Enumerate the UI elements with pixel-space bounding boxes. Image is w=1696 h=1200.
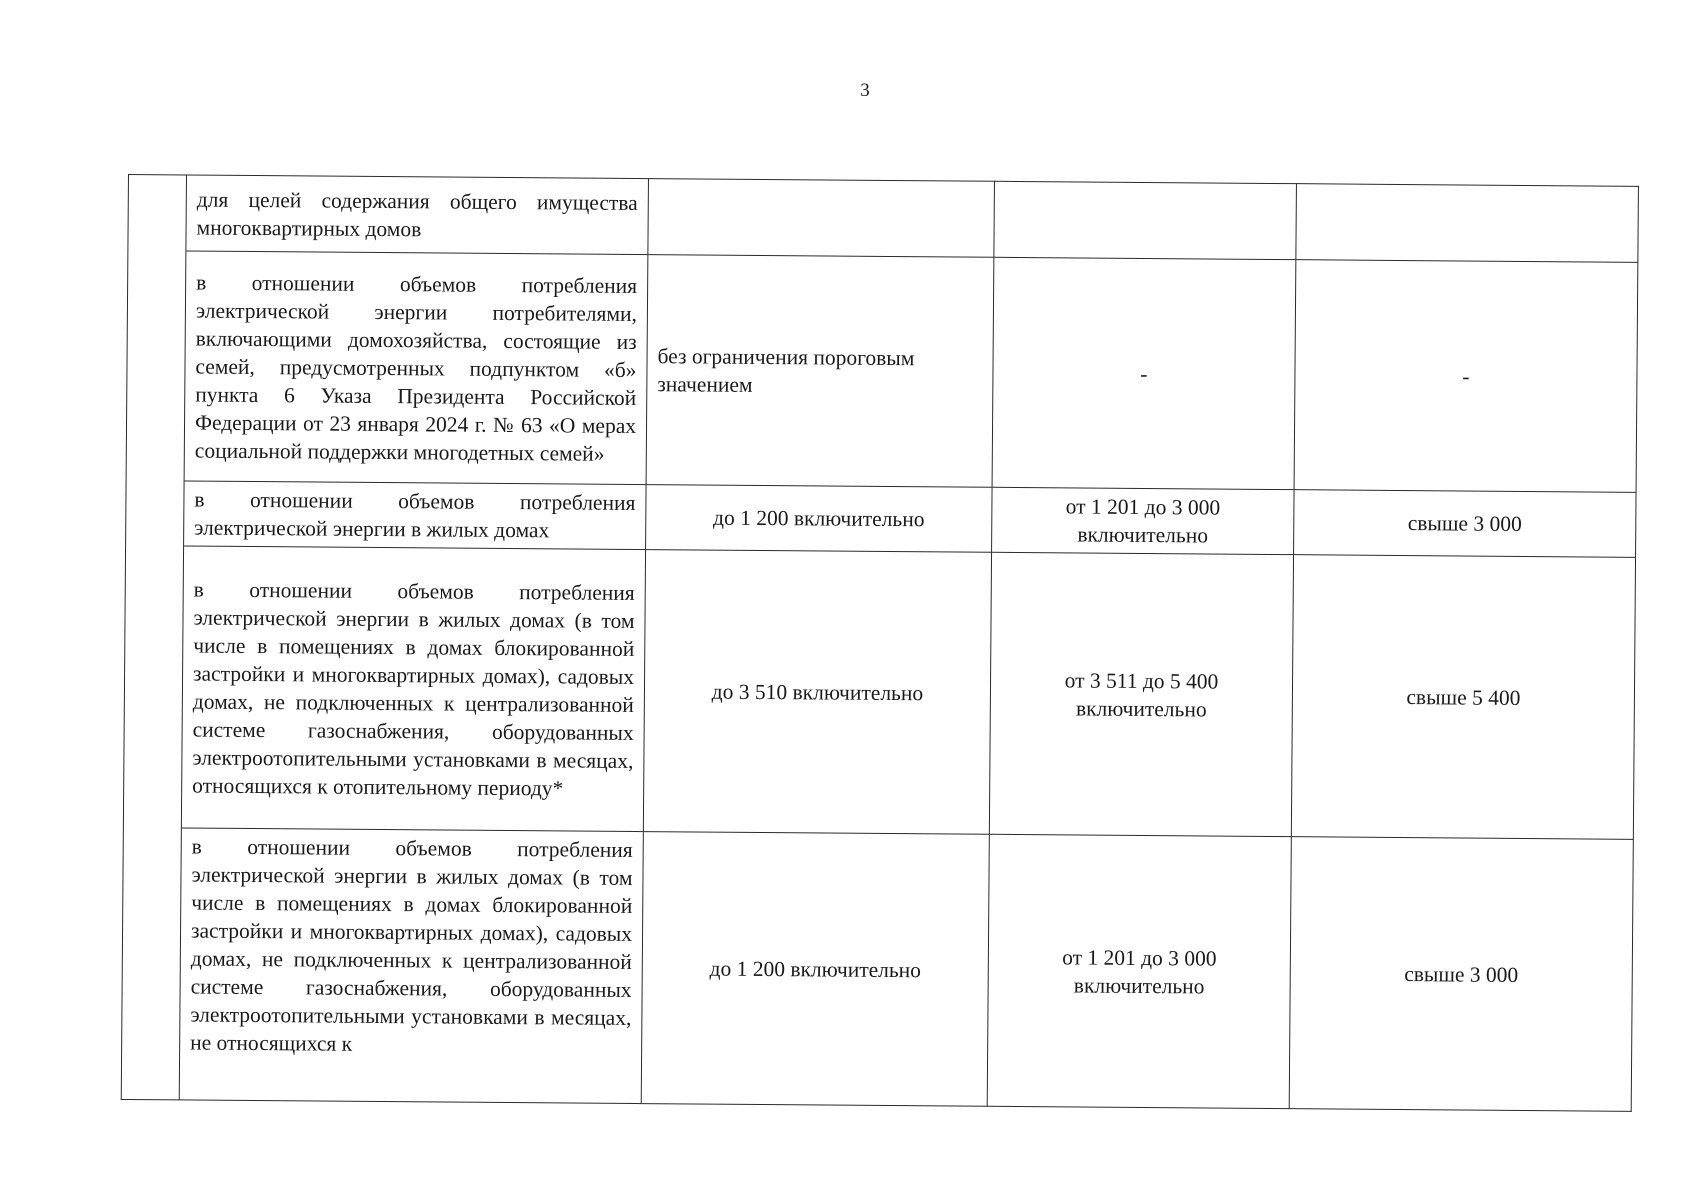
range-1-cell: до 1 200 включительно <box>641 832 989 1107</box>
table-row <box>126 480 1636 557</box>
description-cell: для целей содержания общего имущества многоквартирных домов <box>186 175 649 255</box>
range-3-cell: - <box>1294 260 1638 493</box>
index-cell <box>121 827 181 1099</box>
range-3-cell: свыше 5 400 <box>1291 555 1635 840</box>
range-2-cell: - <box>992 257 1296 489</box>
range-3-cell: свыше 3 000 <box>1294 490 1636 558</box>
page-number: 3 <box>860 80 870 101</box>
description-cell: в отношении объемов потребления электрической энергии в жилых домах <box>184 481 646 550</box>
table-row <box>128 175 1639 263</box>
description-cell: в отношении объемов потребления электрической энергии в жилых домах (в том числе в помещениях в домах блокированной застройки и многоквартирных домах), садовых домах, не подключенных к централизованной системе газоснабжения, оборудованных электроотопительными установками в месяцах, не относящихся к <box>179 828 643 1104</box>
description-cell: в отношении объемов потребления электрической энергии потребителями, включающими домохозяйства, состоящие из семей, предусмотренных подпунктом «б» пункта 6 Указа Президента Российской Федерации от 23 января 2024 г. № 63 «О мерах социальной поддержки многодетных семей» <box>184 251 648 485</box>
range-3-cell: свыше 3 000 <box>1289 837 1633 1112</box>
tariff-threshold-table <box>121 174 1639 1112</box>
table-row <box>123 545 1635 839</box>
table-row <box>126 251 1638 493</box>
range-3-cell <box>1296 184 1639 263</box>
range-2-cell: от 1 201 до 3 000 включительно <box>992 487 1295 554</box>
index-cell <box>123 545 183 827</box>
index-cell <box>126 251 186 481</box>
description-cell: в отношении объемов потребления электрической энергии в жилых домах (в том числе в помещениях в домах блокированной застройки и многоквартирных домах), садовых домах, не подключенных к централизованной системе газоснабжения, оборудованных электроотопительными установками в месяцах, относящихся к отопительному периоду* <box>181 546 645 832</box>
range-2-cell <box>994 181 1297 259</box>
range-2-cell: от 3 511 до 5 400 включительно <box>989 552 1293 836</box>
index-cell <box>128 175 187 251</box>
index-cell <box>126 480 185 545</box>
range-1-cell: без ограничения пороговым значением <box>646 255 994 488</box>
range-1-cell: до 3 510 включительно <box>643 550 991 835</box>
range-1-cell <box>648 179 995 258</box>
table-row <box>121 827 1633 1111</box>
range-2-cell: от 1 201 до 3 000 включительно <box>987 834 1291 1108</box>
range-1-cell: до 1 200 включительно <box>646 485 992 553</box>
